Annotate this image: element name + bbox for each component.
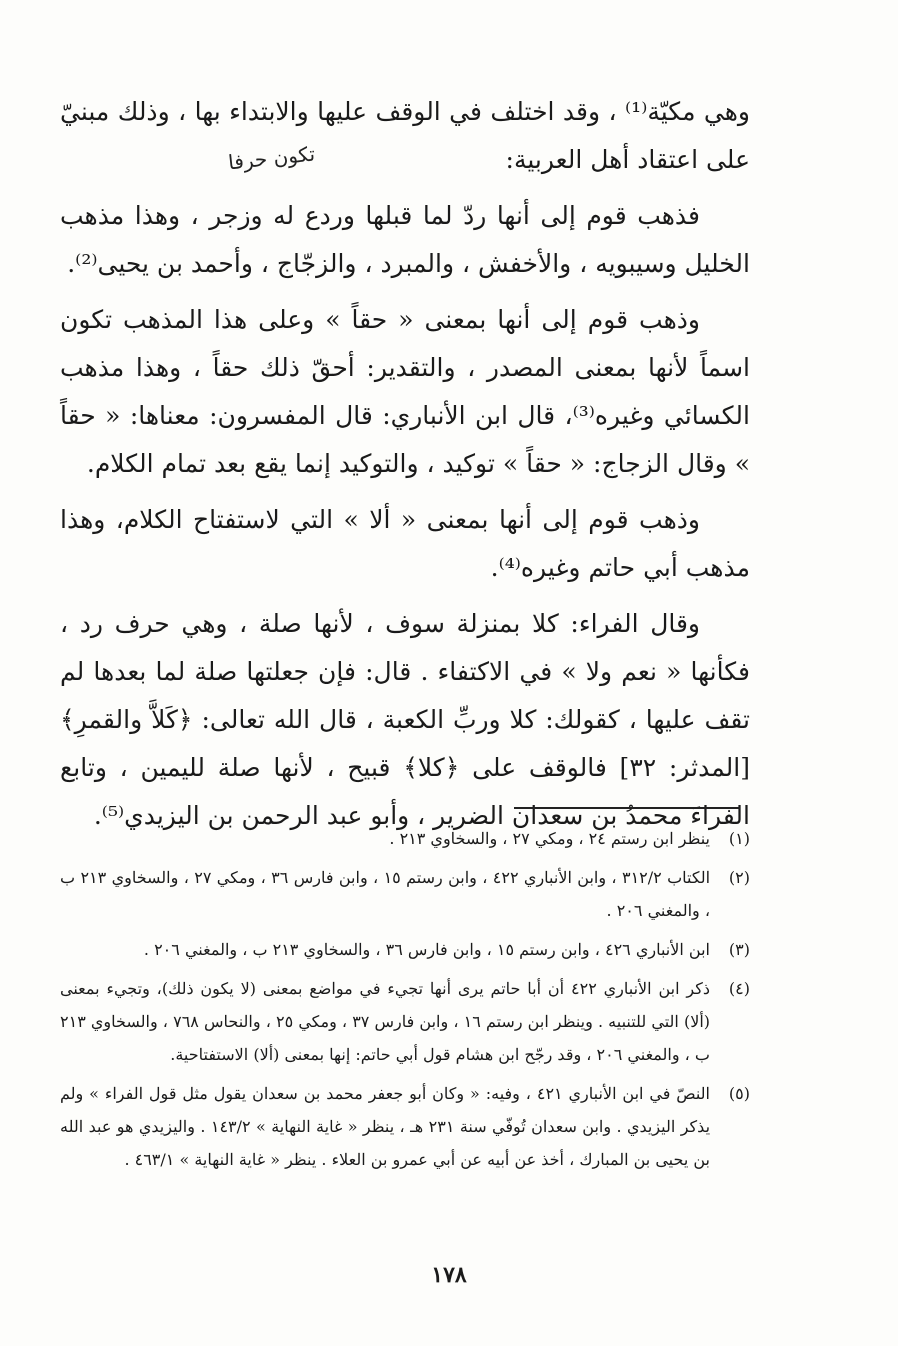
footnote-number: (٣) xyxy=(728,940,750,959)
footnote-text: ابن الأنباري ٤٢٦ ، وابن رستم ١٥ ، وابن فارس ٣٦ ، والسخاوي ٢١٣ ب ، والمغني ٢٠٦ . xyxy=(143,940,710,959)
footnote-number: (٢) xyxy=(728,868,750,887)
footnote-1 xyxy=(60,822,750,855)
paragraph-5: وقال الفراء: كلا بمنزلة سوف ، لأنها صلة ، وهي حرف رد ، فكأنها « نعم ولا » في الاكتفاء . قال: فإن جعلتها صلة لما بعدها لم تقف عليها ، كقولك: كلا وربِّ الكعبة ، قال الله تعالى: ﴿كَلاَّ والقمرِ﴾ [المدثر: ٣٢] فالوقف على ﴿كلا﴾ قبيح ، لأنها صلة لليمين ، وتابع الفراءَ محمدُ بن سعدان الضرير ، وأبو عبد الرحمن بن اليزيدي⁽⁵⁾. xyxy=(60,609,750,830)
page-number: ١٧٨ xyxy=(431,1262,467,1288)
footnote-2 xyxy=(60,861,750,927)
footnote-text: ينظر ابن رستم ٢٤ ، ومكي ٢٧ ، والسخاوي ٢١٣ . xyxy=(389,829,710,848)
paragraph-3: وذهب قوم إلى أنها بمعنى « حقاً » وعلى هذا المذهب تكون اسماً لأنها بمعنى المصدر ، والتقدير: أحقّ ذلك حقاً ، وهذا مذهب الكسائي وغيره⁽³⁾، قال ابن الأنباري: قال المفسرون: معناها: « حقاً » وقال الزجاج: « حقاً » توكيد ، والتوكيد إنما يقع بعد تمام الكلام. xyxy=(60,305,750,478)
paragraph-2: فذهب قوم إلى أنها ردّ لما قبلها وردع له وزجر ، وهذا مذهب الخليل وسيبويه ، والأخفش ، والمبرد ، والزجّاج ، وأحمد بن يحيى⁽²⁾. xyxy=(60,201,750,278)
footnotes xyxy=(60,822,750,1182)
footnote-text: ذكر ابن الأنباري ٤٢٢ أن أبا حاتم يرى أنها تجيء في مواضع بمعنى (لا يكون ذلك)، وتجيء بمعنى (ألا) التي للتنبيه . وينظر ابن رستم ١٦ ، وابن فارس ٣٧ ، ومكي ٢٥ ، والنحاس ٧٦٨ ، والسخاوي ٢١٣ ب ، والمغني ٢٠٦ ، وقد رجّح ابن هشام قول أبي حاتم: إنها بمعنى (ألا) الاستفتاحية. xyxy=(60,979,711,1064)
handwritten-annotation: تكون حرفا xyxy=(226,141,317,175)
footnote-number: (١) xyxy=(728,829,750,848)
footnote-4 xyxy=(60,972,750,1071)
footnote-5 xyxy=(60,1077,750,1176)
paragraph-1: وهي مكيّة⁽¹⁾ ، وقد اختلف في الوقف عليها والابتداء بها ، وذلك مبنيّ على اعتقاد أهل العربية: xyxy=(60,97,750,174)
footnote-text: النصّ في ابن الأنباري ٤٢١ ، وفيه: « وكان أبو جعفر محمد بن سعدان يقول مثل قول الفراء » ولم يذكر اليزيدي . وابن سعدان تُوفّي سنة ٢٣١ هـ ، ينظر « غاية النهاية » ١٤٣/٢ . واليزيدي هو عبد الله بن يحيى بن المبارك ، أخذ عن أبيه عن أبي عمرو بن العلاء . ينظر « غاية النهاية » ٤٦٣/١ . xyxy=(60,1084,711,1169)
main-text xyxy=(60,88,750,848)
footnote-text: الكتاب ٣١٢/٢ ، وابن الأنباري ٤٢٢ ، وابن رستم ١٥ ، وابن فارس ٣٦ ، ومكي ٢٧ ، والسخاوي ٢١٣ ب ، والمغني ٢٠٦ . xyxy=(60,868,711,920)
footnote-3 xyxy=(60,933,750,966)
footnote-number: (٥) xyxy=(728,1084,750,1103)
paragraph-4: وذهب قوم إلى أنها بمعنى « ألا » التي لاستفتاح الكلام، وهذا مذهب أبي حاتم وغيره⁽⁴⁾. xyxy=(60,505,750,582)
footnote-number: (٤) xyxy=(728,979,750,998)
footnote-separator xyxy=(514,807,740,809)
